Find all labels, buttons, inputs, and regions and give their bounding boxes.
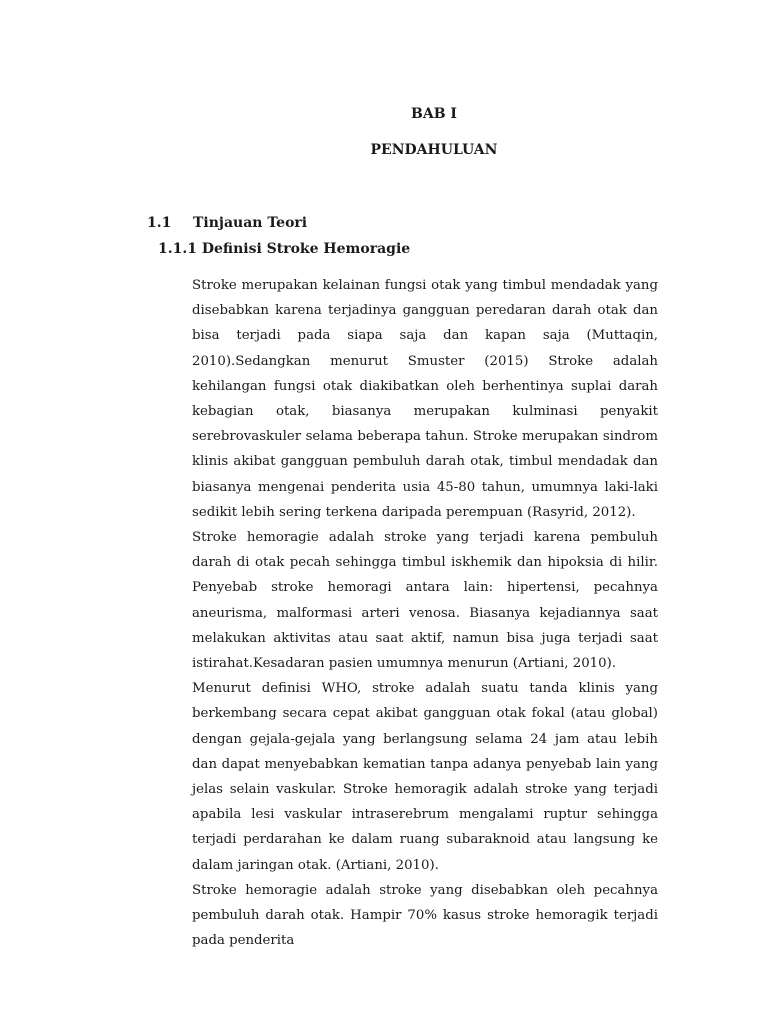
section-heading bbox=[147, 215, 307, 231]
section-title: Tinjauan Teori bbox=[193, 215, 308, 231]
body-text bbox=[192, 273, 658, 953]
paragraph: Stroke hemoragie adalah stroke yang disebabkan oleh pecahnya pembuluh darah otak. Hampir 70% kasus stroke hemoragik terjadi pada penderita bbox=[192, 882, 658, 949]
paragraph: Menurut definisi WHO, stroke adalah suatu tanda klinis yang berkembang secara cepat akibat gangguan otak fokal (atau global) dengan gejala-gejala yang berlangsung selama 24 jam atau lebih dan dapat menyebabkan kematian tanpa adanya penyebab lain yang jelas selain vaskular. Stroke hemoragik adalah stroke yang terjadi apabila lesi vaskular intraserebrum mengalami ruptur sehingga terjadi perdarahan ke dalam ruang subaraknoid atau langsung ke dalam jaringan otak. (Artiani, 2010). bbox=[192, 681, 658, 873]
chapter-title: PENDAHULUAN bbox=[370, 142, 498, 158]
paragraph: Stroke hemoragie adalah stroke yang terjadi karena pembuluh darah di otak pecah sehingga timbul iskhemik dan hipoksia di hilir. Penyebab stroke hemoragi antara lain: hipertensi, pecahnya aneurisma, malformasi arteri venosa. Biasanya kejadiannya saat melakukan aktivitas atau saat aktif, namun bisa juga terjadi saat istirahat.Kesadaran pasien umumnya menurun (Artiani, 2010). bbox=[192, 530, 658, 672]
section-number: 1.1 bbox=[147, 215, 172, 231]
subsection-heading: 1.1.1 Definisi Stroke Hemoragie bbox=[158, 241, 411, 257]
paragraph: Stroke merupakan kelainan fungsi otak yang timbul mendadak yang disebabkan karena terjadinya gangguan peredaran darah otak dan bisa terjadi pada siapa saja dan kapan saja (Muttaqin, 2010).Sedangkan menurut Smuster (2015) Stroke adalah kehilangan fungsi otak diakibatkan oleh berhentinya suplai darah kebagian otak, biasanya merupakan kulminasi penyakit serebrovaskuler selama beberapa tahun. Stroke merupakan sindrom klinis akibat gangguan pembuluh darah otak, timbul mendadak dan biasanya mengenai penderita usia 45-80 tahun, umumnya laki-laki sedikit lebih sering terkena daripada perempuan (Rasyrid, 2012). bbox=[192, 278, 658, 520]
chapter-number: BAB I bbox=[411, 106, 457, 122]
